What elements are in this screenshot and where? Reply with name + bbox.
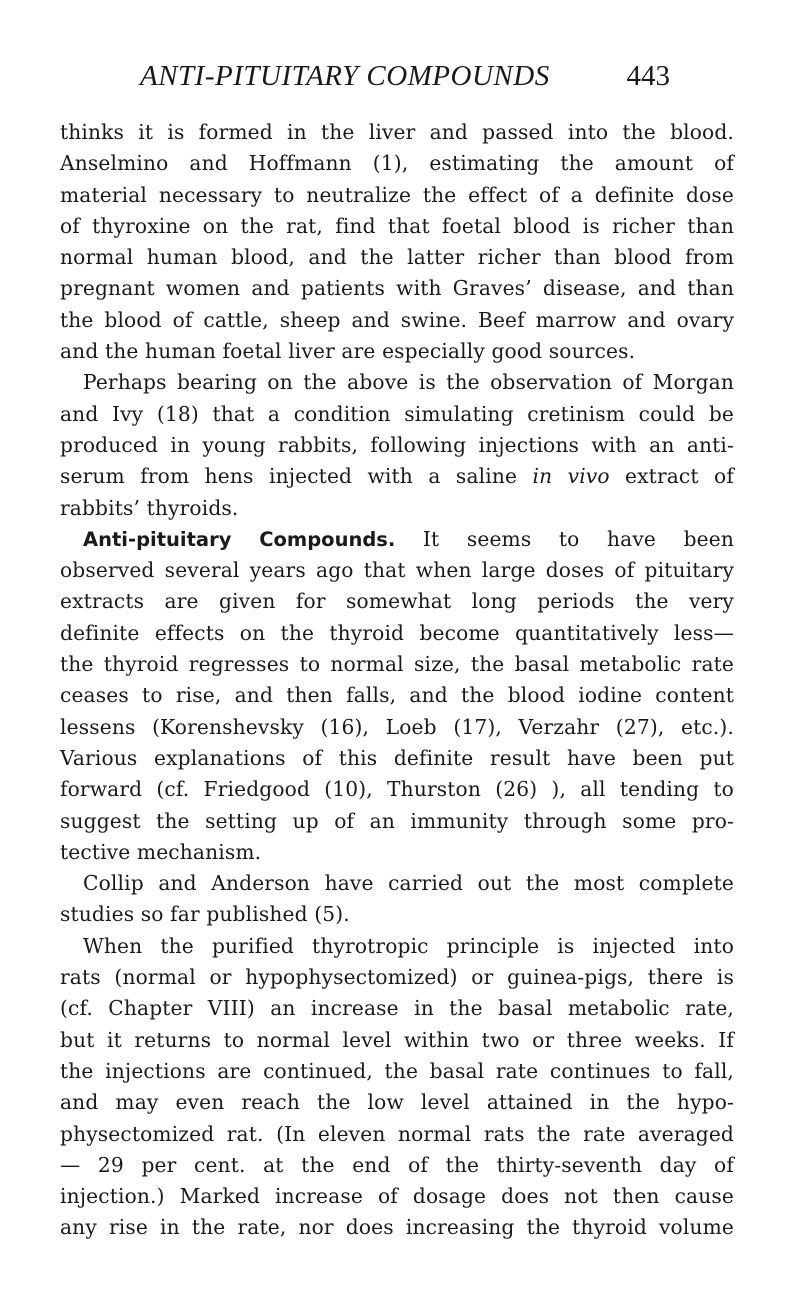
text-line: Collip and Anderson have carried out the most complete (83, 871, 734, 896)
text-line: Various explanations of this definite result have been put (60, 745, 734, 770)
text-run: serum from hens injected with a saline (60, 464, 533, 489)
text-line: When the purified thyrotropic principle is injected into (83, 933, 734, 958)
text-run: It seems to have been (395, 526, 735, 551)
text-line: definite effects on the thyroid become quantitatively less— (60, 620, 734, 645)
text-line: but it returns to normal level within two or three weeks. If (60, 1027, 734, 1052)
text-line: the injections are continued, the basal rate continues to fall, (60, 1058, 734, 1083)
section-run-heading: Anti-pituitary Compounds. (83, 527, 396, 551)
text-line: — 29 per cent. at the end of the thirty-seventh day of (60, 1152, 734, 1177)
text-line: the blood of cattle, sheep and swine. Beef marrow and ovary (60, 307, 734, 332)
text-line (60, 524, 734, 555)
text-line: extracts are given for somewhat long periods the very (60, 589, 734, 614)
text-line: ceases to rise, and then falls, and the blood iodine content (60, 683, 734, 708)
text-line: forward (cf. Friedgood (10), Thurston (26) ), all tending to (60, 777, 734, 802)
text-line: studies so far published (5). (60, 902, 350, 927)
text-line: tective mechanism. (60, 839, 262, 864)
text-line (60, 461, 734, 492)
text-line: (cf. Chapter VIII) an increase in the basal metabolic rate, (60, 996, 734, 1021)
running-head (140, 60, 670, 100)
text-line: Anselmino and Hoffmann (1), estimating the amount of (60, 151, 734, 176)
text-run: extract of (609, 464, 734, 489)
text-line: Perhaps bearing on the above is the observation of Morgan (83, 370, 734, 395)
text-line: observed several years ago that when large doses of pituitary (60, 558, 734, 583)
body-text (60, 117, 734, 1244)
text-line: produced in young rabbits, following injections with an anti- (60, 432, 734, 457)
text-line: of thyroxine on the rat, find that foetal blood is richer than (60, 213, 734, 238)
italic-term: in vivo (532, 464, 610, 489)
text-line: any rise in the rate, nor does increasing the thyroid volume (60, 1215, 734, 1240)
text-line: physectomized rat. (In eleven normal rats the rate averaged (60, 1121, 734, 1146)
page-number: 443 (626, 60, 670, 92)
text-line: injection.) Marked increase of dosage does not then cause (60, 1184, 734, 1209)
text-line: suggest the setting up of an immunity through some pro- (60, 808, 734, 833)
text-line: and the human foetal liver are especially good sources. (60, 339, 636, 364)
text-line: the thyroid regresses to normal size, the basal metabolic rate (60, 652, 734, 677)
text-line: and Ivy (18) that a condition simulating cretinism could be (60, 401, 734, 426)
text-line: thinks it is formed in the liver and passed into the blood. (60, 120, 734, 144)
text-line: normal human blood, and the latter richer than blood from (60, 245, 734, 270)
text-line: pregnant women and patients with Graves’ disease, and than (60, 276, 734, 301)
running-head-title: ANTI-PITUITARY COMPOUNDS (140, 60, 550, 92)
text-line: material necessary to neutralize the effect of a definite dose (60, 182, 734, 207)
text-line: rats (normal or hypophysectomized) or guinea-pigs, there is (60, 965, 734, 990)
text-line: and may even reach the low level attained in the hypo- (60, 1090, 734, 1115)
text-line: lessens (Korenshevsky (16), Loeb (17), Verzahr (27), etc.). (60, 714, 734, 739)
text-line: rabbits’ thyroids. (60, 495, 239, 520)
